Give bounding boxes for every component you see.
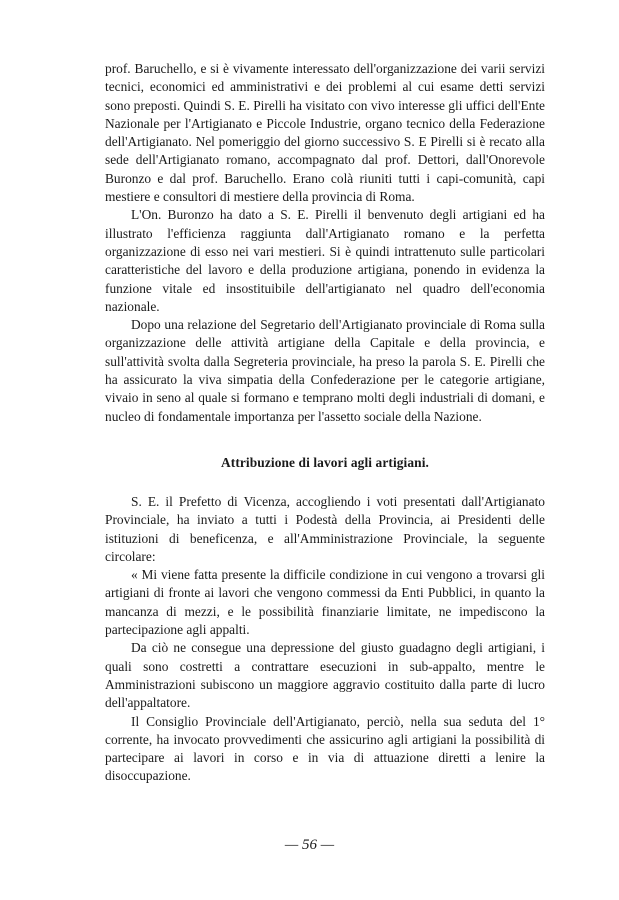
page-number: — 56 — [284, 837, 335, 853]
paragraph-prefect-circular: S. E. il Prefetto di Vicenza, accogliendo i voti presentati dall'Artigianato Provinciale, ha inviato a tutti i Podestà della Provincia, ai Presidenti delle istituzioni di beneficenza, e all'Amministrazione Provinciale, la seguente circolare: [105, 493, 545, 564]
paragraph-continuation: prof. Baruchello, e si è vivamente interessato dell'organizzazione dei varii servizi tecnici, economici ed amministrativi e dei problemi al cui esame detti servizi sono preposti. Quindi S. E. Pirelli ha visitato con vivo interesse gli uffici dell'Ente Nazionale per l'Artigianato e Piccole Industrie, organo tecnico della Federazione dell'Artigianato. Nel pomeriggio del giorno successivo S. E Pirelli si è recato alla sede dell'Artigianato romano, accompagnato dal prof. Dettori, dall'Onorevole Buronzo e dal prof. Baruchello. Erano colà riuniti tutti i capi-comunità, capi mestiere e consultori di mestiere della provincia di Roma. [105, 61, 545, 205]
paragraph-circular-quote: « Mi viene fatta presente la difficile condizione in cui vengono a trovarsi gli artigiani di fronte ai lavori che vengono commessi da Enti Pubblici, in quanto la mancanza di mezzi, e le possibilità finanziarie limitate, ne impediscono la partecipazione agli appalti. [105, 567, 545, 638]
section-heading: Attribuzione di lavori agli artigiani. [220, 454, 429, 470]
paragraph-consequence: Da ciò ne consegue una depressione del giusto guadagno degli artigiani, i quali sono costretti a contrattare esecuzioni in sub-appalto, mentre le Amministrazioni subiscono un maggiore aggravio costituito dalla parte di lucro dell'appaltatore. [105, 640, 545, 711]
body-text-top [105, 60, 545, 426]
paragraph-pirelli-speech: Dopo una relazione del Segretario dell'Artigianato provinciale di Roma sulla organizzazione delle attività artigiane della Capitale e della provincia, e sull'attività svolta dalla Segreteria provinciale, ha preso la parola S. E. Pirelli che ha assicurato la viva simpatia della Confederazione per le categorie artigiane, vivaio in seno al quale si formano e temprano molti degli industriali di domani, e nucleo di fondamentale importanza per l'assetto sociale della Nazione. [105, 317, 545, 424]
document-page [105, 60, 545, 786]
body-text-bottom [105, 493, 545, 786]
paragraph-buronzo-welcome: L'On. Buronzo ha dato a S. E. Pirelli il benvenuto degli artigiani ed ha illustrato l'efficienza raggiunta dall'Artigianato romano e la perfetta organizzazione di esso nei vari mestieri. Si è quindi intrattenuto sulle particolari caratteristiche del lavoro e della produzione artigiana, ponendo in evidenza la funzione vitale ed insostituibile dell'artigianato nel quadro dell'economia nazionale. [105, 207, 545, 314]
paragraph-council: Il Consiglio Provinciale dell'Artigianato, perciò, nella sua seduta del 1° corrente, ha invocato provvedimenti che assicurino agli artigiani la possibilità di partecipare ai lavori in corso e in via di attuazione diretti a lenire la disoccupazione. [105, 713, 545, 784]
